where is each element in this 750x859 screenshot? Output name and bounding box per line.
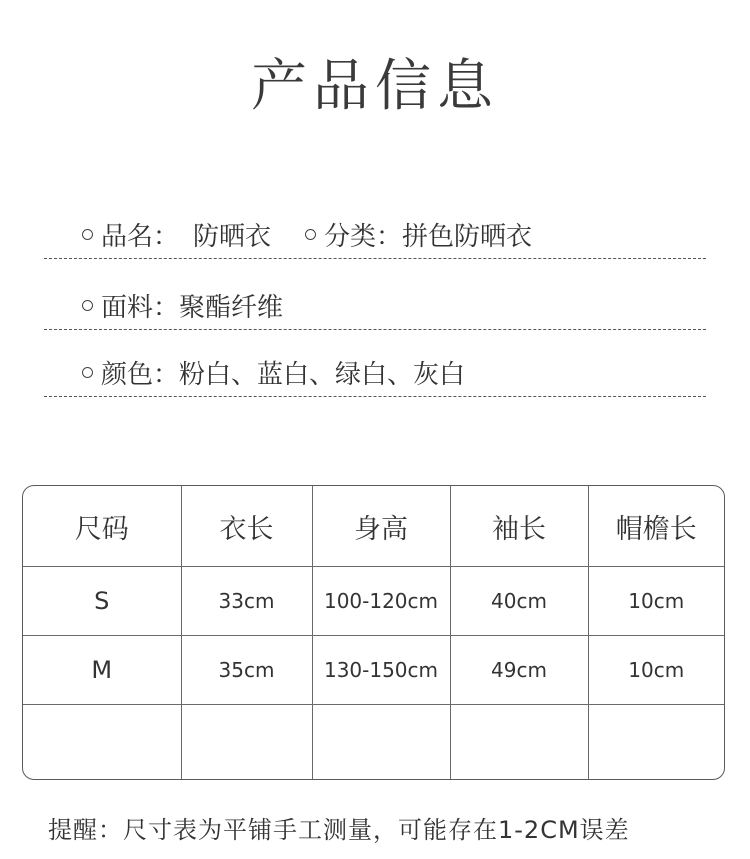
cell-height: 130-150cm <box>312 636 450 705</box>
info-item-category <box>271 216 532 253</box>
empty-cell <box>312 705 450 781</box>
cell-brim: 10cm <box>588 636 724 705</box>
cell-sleeve: 49cm <box>450 636 588 705</box>
header-brim: 帽檐长 <box>588 486 724 567</box>
header-sleeve: 袖长 <box>450 486 588 567</box>
info-row-color <box>44 348 706 397</box>
info-item-material <box>44 287 283 324</box>
circle-bullet-icon <box>82 229 93 240</box>
info-row-name-category <box>44 210 706 259</box>
table-header-row <box>23 486 724 567</box>
empty-cell <box>181 705 312 781</box>
material-value: 聚酯纤维 <box>179 292 284 323</box>
cell-size: S <box>23 567 181 636</box>
page-title: 产品信息 <box>251 54 499 119</box>
name-label: 品名： <box>101 221 180 252</box>
size-table <box>22 485 725 780</box>
empty-cell <box>588 705 724 781</box>
header-height: 身高 <box>312 486 450 567</box>
circle-bullet-icon <box>305 229 316 240</box>
info-item-name <box>44 216 271 253</box>
cell-sleeve: 40cm <box>450 567 588 636</box>
info-item-color <box>44 354 465 391</box>
category-label: 分类： <box>324 221 403 252</box>
cell-length: 33cm <box>181 567 312 636</box>
header-length: 衣长 <box>181 486 312 567</box>
cell-brim: 10cm <box>588 567 724 636</box>
category-value: 拼色防晒衣 <box>402 221 533 252</box>
circle-bullet-icon <box>82 300 93 311</box>
measurement-note: 提醒：尺寸表为平铺手工测量，可能存在1-2CM误差 <box>48 816 630 844</box>
info-row-material <box>44 281 706 330</box>
table-row <box>23 567 724 636</box>
empty-cell <box>23 705 181 781</box>
cell-length: 35cm <box>181 636 312 705</box>
material-label: 面料： <box>101 292 180 323</box>
table-row-empty <box>23 705 724 781</box>
cell-size: M <box>23 636 181 705</box>
name-value: 防晒衣 <box>193 221 272 252</box>
circle-bullet-icon <box>82 367 93 378</box>
cell-height: 100-120cm <box>312 567 450 636</box>
color-label: 颜色： <box>101 359 180 390</box>
color-value: 粉白、蓝白、绿白、灰白 <box>179 359 466 390</box>
table-row <box>23 636 724 705</box>
header-size: 尺码 <box>23 486 181 567</box>
empty-cell <box>450 705 588 781</box>
